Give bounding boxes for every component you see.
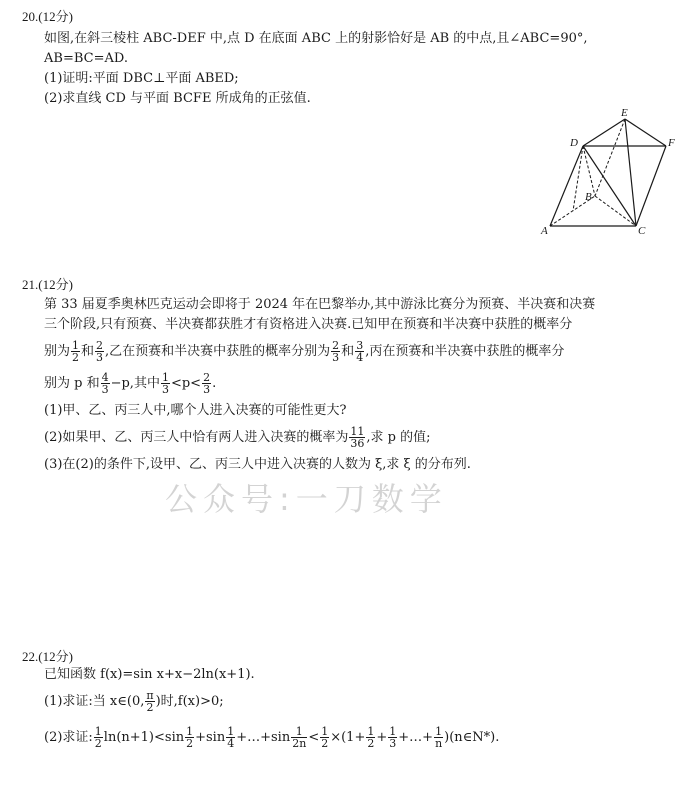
- q22-part1: (1)求证:当 x∈(0, $\frac{\pi}{2}$ )时,f(x)>0;: [44, 689, 224, 714]
- edge-FC: [636, 146, 666, 226]
- prism-figure: [540, 108, 690, 238]
- q21-part2: (2)如果甲、乙、丙三人中恰有两人进入决赛的概率为 $\frac{11}{36}$ ,求 p 的值;: [44, 425, 431, 450]
- edge-EF: [625, 119, 666, 146]
- edge-DA: [550, 146, 583, 226]
- q20-part1: (1)证明:平面 DBC⊥平面 ABED;: [44, 71, 239, 86]
- q21-header: 21.(12分): [22, 277, 73, 292]
- q21-line1: 第 33 届夏季奥林匹克运动会即将于 2024 年在巴黎举办,其中游泳比赛分为预赛、半决赛和决赛: [44, 297, 596, 312]
- q20-line2: AB=BC=AD.: [44, 51, 128, 66]
- frac-four-thirds: $\frac{4}{3}$: [101, 371, 109, 396]
- edge-DB: [583, 146, 595, 196]
- q21-line3: 别为 $\frac{1}{2}$ 和 $\frac{2}{3}$ ,乙在预赛和半决赛中获胜的概率分别为 $\frac{2}{3}$ 和 $\frac{3}{4}$ ,丙在预赛和半决赛中获胜的概率分: [44, 339, 565, 364]
- edge-DE: [583, 119, 625, 146]
- frac-half-3: $\frac{1}{2}$: [321, 725, 329, 750]
- label-C: C: [638, 225, 646, 237]
- label-D: D: [570, 137, 578, 149]
- frac-half-4: $\frac{1}{2}$: [367, 725, 375, 750]
- frac-one-third: $\frac{1}{3}$: [161, 371, 169, 396]
- edge-BC: [595, 196, 636, 226]
- frac-pi-half: $\frac{\pi}{2}$: [146, 689, 154, 714]
- q21-part1: (1)甲、乙、丙三人中,哪个人进入决赛的可能性更大?: [44, 403, 347, 418]
- frac-half-1: $\frac{1}{2}$: [94, 725, 102, 750]
- edge-EB: [595, 119, 625, 196]
- frac-two-thirds: $\frac{2}{3}$: [96, 339, 104, 364]
- q22-line1: 已知函数 f(x)=sin x+x−2ln(x+1).: [44, 667, 255, 682]
- watermark: 公众号:一刀数学: [165, 480, 448, 518]
- q22-header: 22.(12分): [22, 649, 73, 664]
- q20-line1: 如图,在斜三棱柱 ABC-DEF 中,点 D 在底面 ABC 上的射影恰好是 AB 的中点,且∠ABC=90°,: [44, 31, 588, 46]
- frac-quarter: $\frac{1}{4}$: [227, 725, 235, 750]
- label-A: A: [541, 225, 548, 237]
- frac-half: $\frac{1}{2}$: [72, 339, 80, 364]
- q21-line2: 三个阶段,只有预赛、半决赛都获胜才有资格进入决赛.已知甲在预赛和半决赛中获胜的概率分: [44, 317, 573, 332]
- frac-11-36: $\frac{11}{36}$: [350, 425, 365, 450]
- q20-part2: (2)求直线 CD 与平面 BCFE 所成角的正弦值.: [44, 91, 311, 106]
- frac-third: $\frac{1}{3}$: [389, 725, 397, 750]
- frac-one-2n: $\frac{1}{2n}$: [292, 725, 307, 750]
- q21-part3: (3)在(2)的条件下,设甲、乙、丙三人中进入决赛的人数为 ξ,求 ξ 的分布列.: [44, 457, 471, 472]
- q22-part2: (2)求证: $\frac{1}{2}$ ln(n+1)<sin $\frac{1}{2}$ +sin $\frac{1}{4}$ +…+sin $\frac{1}{2n}$ < $\frac{1}{2}$ ×(1+ $\frac{1}{2}$ + $\frac{1}{3}$ +…+ $\frac{1}{n}$ )(n∈N*).: [44, 725, 500, 750]
- edge-EC: [625, 119, 636, 226]
- label-B: B: [585, 191, 592, 203]
- edge-D-projection: [573, 146, 583, 211]
- frac-two-thirds-b: $\frac{2}{3}$: [332, 339, 340, 364]
- frac-two-thirds-c: $\frac{2}{3}$: [203, 371, 211, 396]
- label-F: F: [668, 137, 675, 149]
- frac-one-n: $\frac{1}{n}$: [435, 725, 443, 750]
- q20-header: 20.(12分): [22, 9, 73, 24]
- frac-half-2: $\frac{1}{2}$: [186, 725, 194, 750]
- frac-three-quarters: $\frac{3}{4}$: [356, 339, 364, 364]
- label-E: E: [621, 108, 628, 119]
- q21-line4: 别为 p 和 $\frac{4}{3}$ −p,其中 $\frac{1}{3}$ <p< $\frac{2}{3}$ .: [44, 371, 217, 396]
